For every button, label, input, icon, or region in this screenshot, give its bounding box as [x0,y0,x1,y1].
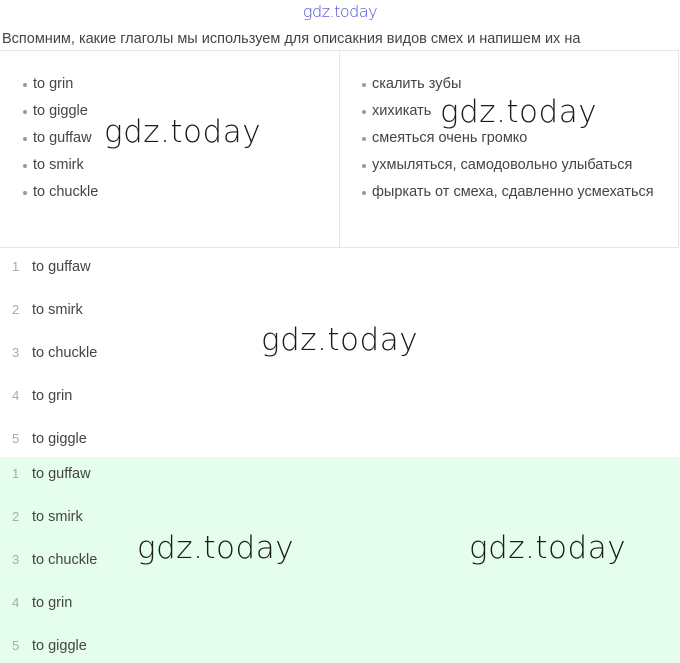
russian-translation: смеяться очень громко [360,128,670,148]
item-text: to smirk [32,302,83,318]
watermark: gdz.today [104,114,262,150]
item-number: 2 [12,509,20,524]
item-number: 1 [12,259,20,274]
russian-translation: фыркать от смеха, сдавленно усмехаться [360,182,670,202]
russian-translation: скалить зубы [360,74,670,94]
english-word: to chuckle [21,182,98,202]
item-text: to giggle [32,431,87,447]
item-number: 5 [12,638,20,653]
item-text: to grin [32,388,73,404]
answer-list [0,457,680,663]
item-text: to guffaw [32,259,91,275]
english-word: to smirk [21,155,98,175]
item-number: 1 [12,466,20,481]
item-text: to guffaw [32,466,91,482]
watermark: gdz.today [440,94,598,130]
watermark: gdz.today [261,322,419,358]
russian-column [340,51,678,247]
item-text: to chuckle [32,552,98,568]
item-number: 4 [12,595,20,610]
watermark: gdz.today [137,530,295,566]
watermark: gdz.today [469,530,627,566]
item-number: 3 [12,345,20,360]
english-word: to guffaw [21,128,98,148]
english-word: to giggle [21,101,98,121]
item-number: 3 [12,552,20,567]
intro-text: Вспомним, какие глаголы мы используем для описакния видов смех и напишем их на [2,31,581,47]
russian-translation: хихикать [360,101,670,121]
exercise-list [0,248,680,455]
english-column [0,51,340,247]
site-logo[interactable]: gdz.today [302,2,378,21]
english-word: to grin [21,74,98,94]
item-number: 4 [12,388,20,403]
item-text: to giggle [32,638,87,654]
item-text: to chuckle [32,345,98,361]
item-number: 2 [12,302,20,317]
vocabulary-table [0,50,679,248]
item-text: to smirk [32,509,83,525]
item-text: to grin [32,595,73,611]
item-number: 5 [12,431,20,446]
russian-translation: ухмыляться, самодовольно улыбаться [360,155,670,175]
